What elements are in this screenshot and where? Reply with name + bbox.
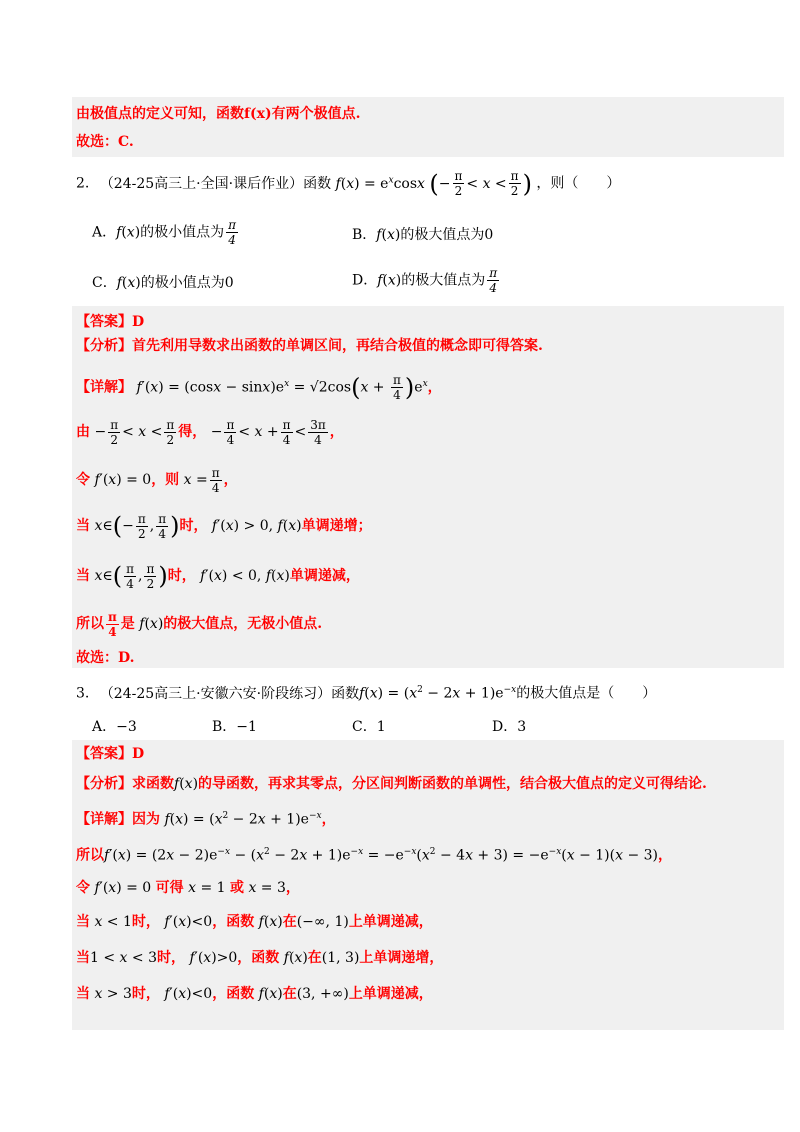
question-formula: $f(x) = e^x\cos x$ (− $\frac{\pi}{2}$ < x < $\frac{\pi}{2}$ ): [335, 169, 532, 199]
detail-step-5: 所以 $\frac{\pi}{4}$ 是 f(x)的极大值点，无极小值点.: [76, 609, 323, 639]
detail-step-4: 当 x∈( $\frac{\pi}{4}$ , $\frac{\pi}{2}$ )时， f′(x) < 0, f(x)单调递减，: [76, 561, 360, 591]
option-a[interactable]: A．−3: [92, 719, 137, 735]
detail-step-1: 所以$f'(x) = (2x - 2)e^{-x} - (x^2 - 2x + 1)e^{-x} = -e^{-x}(x^2 - 4x + 3) = -e^{-x}(x - 1)(x - 3)$，: [76, 847, 673, 864]
detail-step-5: 当 x > 3时， f′(x)<0，函数 f(x)在(3, +∞)上单调递减，: [76, 986, 433, 1002]
option-c[interactable]: C．1: [352, 719, 386, 735]
final-answer: 故选：D.: [76, 650, 135, 666]
detail-step-2: 令 f′(x) = 0 可得 x = 1 或 x = 3，: [76, 880, 300, 896]
option-d[interactable]: D．f(x)的极大值点为 $\frac{\pi}{4}$: [352, 266, 498, 295]
question-tail: ，则（ ）: [536, 175, 621, 192]
option-c[interactable]: C．f(x)的极小值点为0: [92, 275, 234, 291]
detail-step-2: 令 f′(x) = 0，则 x = $\frac{\pi}{4}$ ，: [76, 465, 238, 495]
option-b[interactable]: B．f(x)的极大值点为0: [352, 227, 494, 243]
answer-tag: 【答案】D: [76, 746, 145, 762]
option-b[interactable]: B．−1: [212, 719, 257, 735]
detail-step-3: 当 x < 1时， f′(x)<0，函数 f(x)在(−∞, 1)上单调递减，: [76, 914, 433, 930]
analysis-line: 【分析】求函数f(x)的导函数，再求其零点，分区间判断函数的单调性，结合极大值点的定义可得结论.: [76, 776, 707, 792]
question-number: 2.: [76, 175, 90, 192]
question-2-stem: [76, 168, 620, 198]
question-source: （24-25高三上·全国·课后作业）函数: [99, 175, 332, 192]
question-3-stem: 3. （24-25高三上·安徽六安·阶段练习）函数$f(x) = (x^2 - 2x + 1)e^{-x}$的极大值点是（ ）: [76, 685, 657, 702]
option-d[interactable]: D．3: [492, 719, 527, 735]
detail-step-4: 当1 < x < 3时， f′(x)>0，函数 f(x)在(1, 3)上单调递增，: [76, 950, 444, 966]
answer-tag: 【答案】D: [76, 314, 145, 330]
analysis-line: 【分析】首先利用导数求出函数的单调区间，再结合极值的概念即可得答案.: [76, 338, 543, 354]
option-a[interactable]: A．f(x)的极小值点为 $\frac{\pi}{4}$: [92, 218, 237, 247]
detail-line: 【详解】因为 $f(x) = (x^2 - 2x + 1)e^{-x}$，: [76, 811, 336, 828]
detail-step-3: 当 x∈(− $\frac{\pi}{2}$ , $\frac{\pi}{4}$ )时， f′(x) > 0, f(x)单调递增；: [76, 511, 372, 541]
detail-line: 【详解】 $f'(x) = (\cos x - \sin x)e^x = √2\cos(x$ + $\frac{\pi}{4}$ )$e^x$，: [76, 373, 442, 403]
detail-step-1: 由 − $\frac{\pi}{2}$ < x < $\frac{\pi}{2}$ 得， − $\frac{\pi}{4}$ < x + $\frac{\pi}{4}$ < $\frac{3\pi}{4}$ ，: [76, 417, 344, 447]
solution-line: 由极值点的定义可知，函数f(x)有两个极值点.: [76, 106, 361, 122]
answer-line: 故选：C.: [76, 134, 134, 150]
